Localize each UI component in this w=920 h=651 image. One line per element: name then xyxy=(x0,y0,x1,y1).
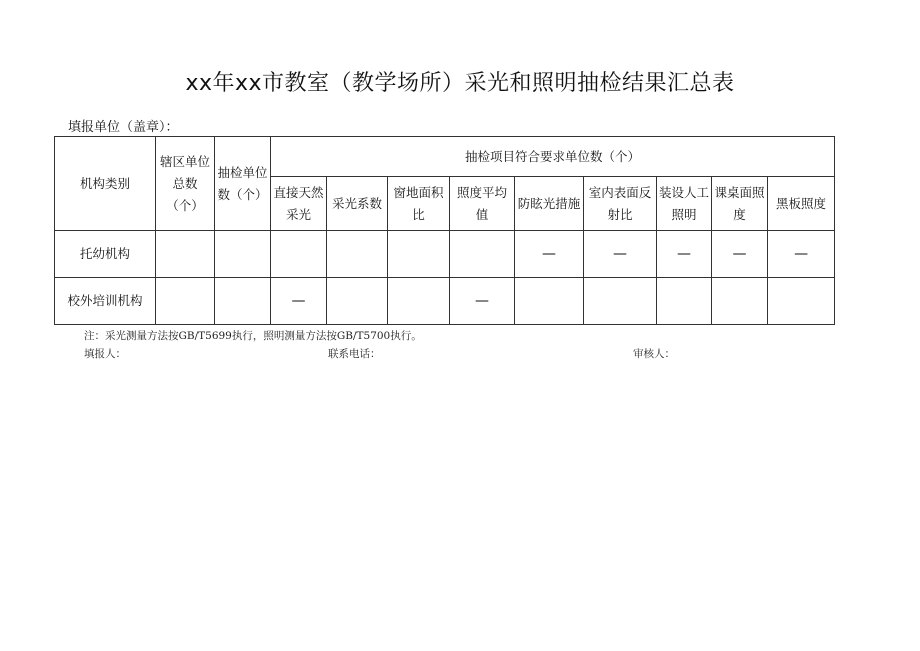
cell-value xyxy=(327,278,388,325)
summary-table xyxy=(54,136,835,325)
cell-value xyxy=(388,231,450,278)
table-row xyxy=(55,231,835,278)
header-item: 室内表面反射比 xyxy=(584,177,657,231)
cell-value xyxy=(327,231,388,278)
header-item: 课桌面照度 xyxy=(712,177,768,231)
cell-value: — xyxy=(450,278,515,325)
header-category: 机构类别 xyxy=(55,137,156,231)
row-category: 校外培训机构 xyxy=(55,278,156,325)
header-sampled-units: 抽检单位数（个） xyxy=(215,137,271,231)
cell-value xyxy=(271,231,327,278)
reporting-unit-label: 填报单位（盖章）： xyxy=(68,120,179,135)
table-row xyxy=(55,278,835,325)
header-item: 直接天然采光 xyxy=(271,177,327,231)
header-item: 窗地面积比 xyxy=(388,177,450,231)
cell-value: — xyxy=(712,231,768,278)
cell-value xyxy=(388,278,450,325)
header-item: 采光系数 xyxy=(327,177,388,231)
cell-sampled xyxy=(215,278,271,325)
filler-label: 填报人： xyxy=(84,348,126,360)
header-item: 照度平均值 xyxy=(450,177,515,231)
cell-value: — xyxy=(584,231,657,278)
cell-total xyxy=(156,231,215,278)
cell-value: — xyxy=(657,231,712,278)
cell-value xyxy=(515,278,584,325)
footnote: 注：采光测量方法按GB/T5699执行，照明测量方法按GB/T5700执行。 xyxy=(84,330,422,342)
header-item: 防眩光措施 xyxy=(515,177,584,231)
cell-value xyxy=(584,278,657,325)
cell-value xyxy=(657,278,712,325)
cell-value xyxy=(712,278,768,325)
reviewer-label: 审核人： xyxy=(633,348,675,360)
cell-total xyxy=(156,278,215,325)
header-total-units: 辖区单位总数（个） xyxy=(156,137,215,231)
cell-value: — xyxy=(768,231,835,278)
row-category: 托幼机构 xyxy=(55,231,156,278)
cell-value xyxy=(768,278,835,325)
cell-value: — xyxy=(271,278,327,325)
cell-sampled xyxy=(215,231,271,278)
cell-value xyxy=(450,231,515,278)
header-item: 装设人工照明 xyxy=(657,177,712,231)
phone-label: 联系电话： xyxy=(328,348,381,360)
page-title: xx年xx市教室（教学场所）采光和照明抽检结果汇总表 xyxy=(185,71,735,96)
header-item: 黑板照度 xyxy=(768,177,835,231)
header-compliance-group: 抽检项目符合要求单位数（个） xyxy=(271,137,835,177)
cell-value: — xyxy=(515,231,584,278)
